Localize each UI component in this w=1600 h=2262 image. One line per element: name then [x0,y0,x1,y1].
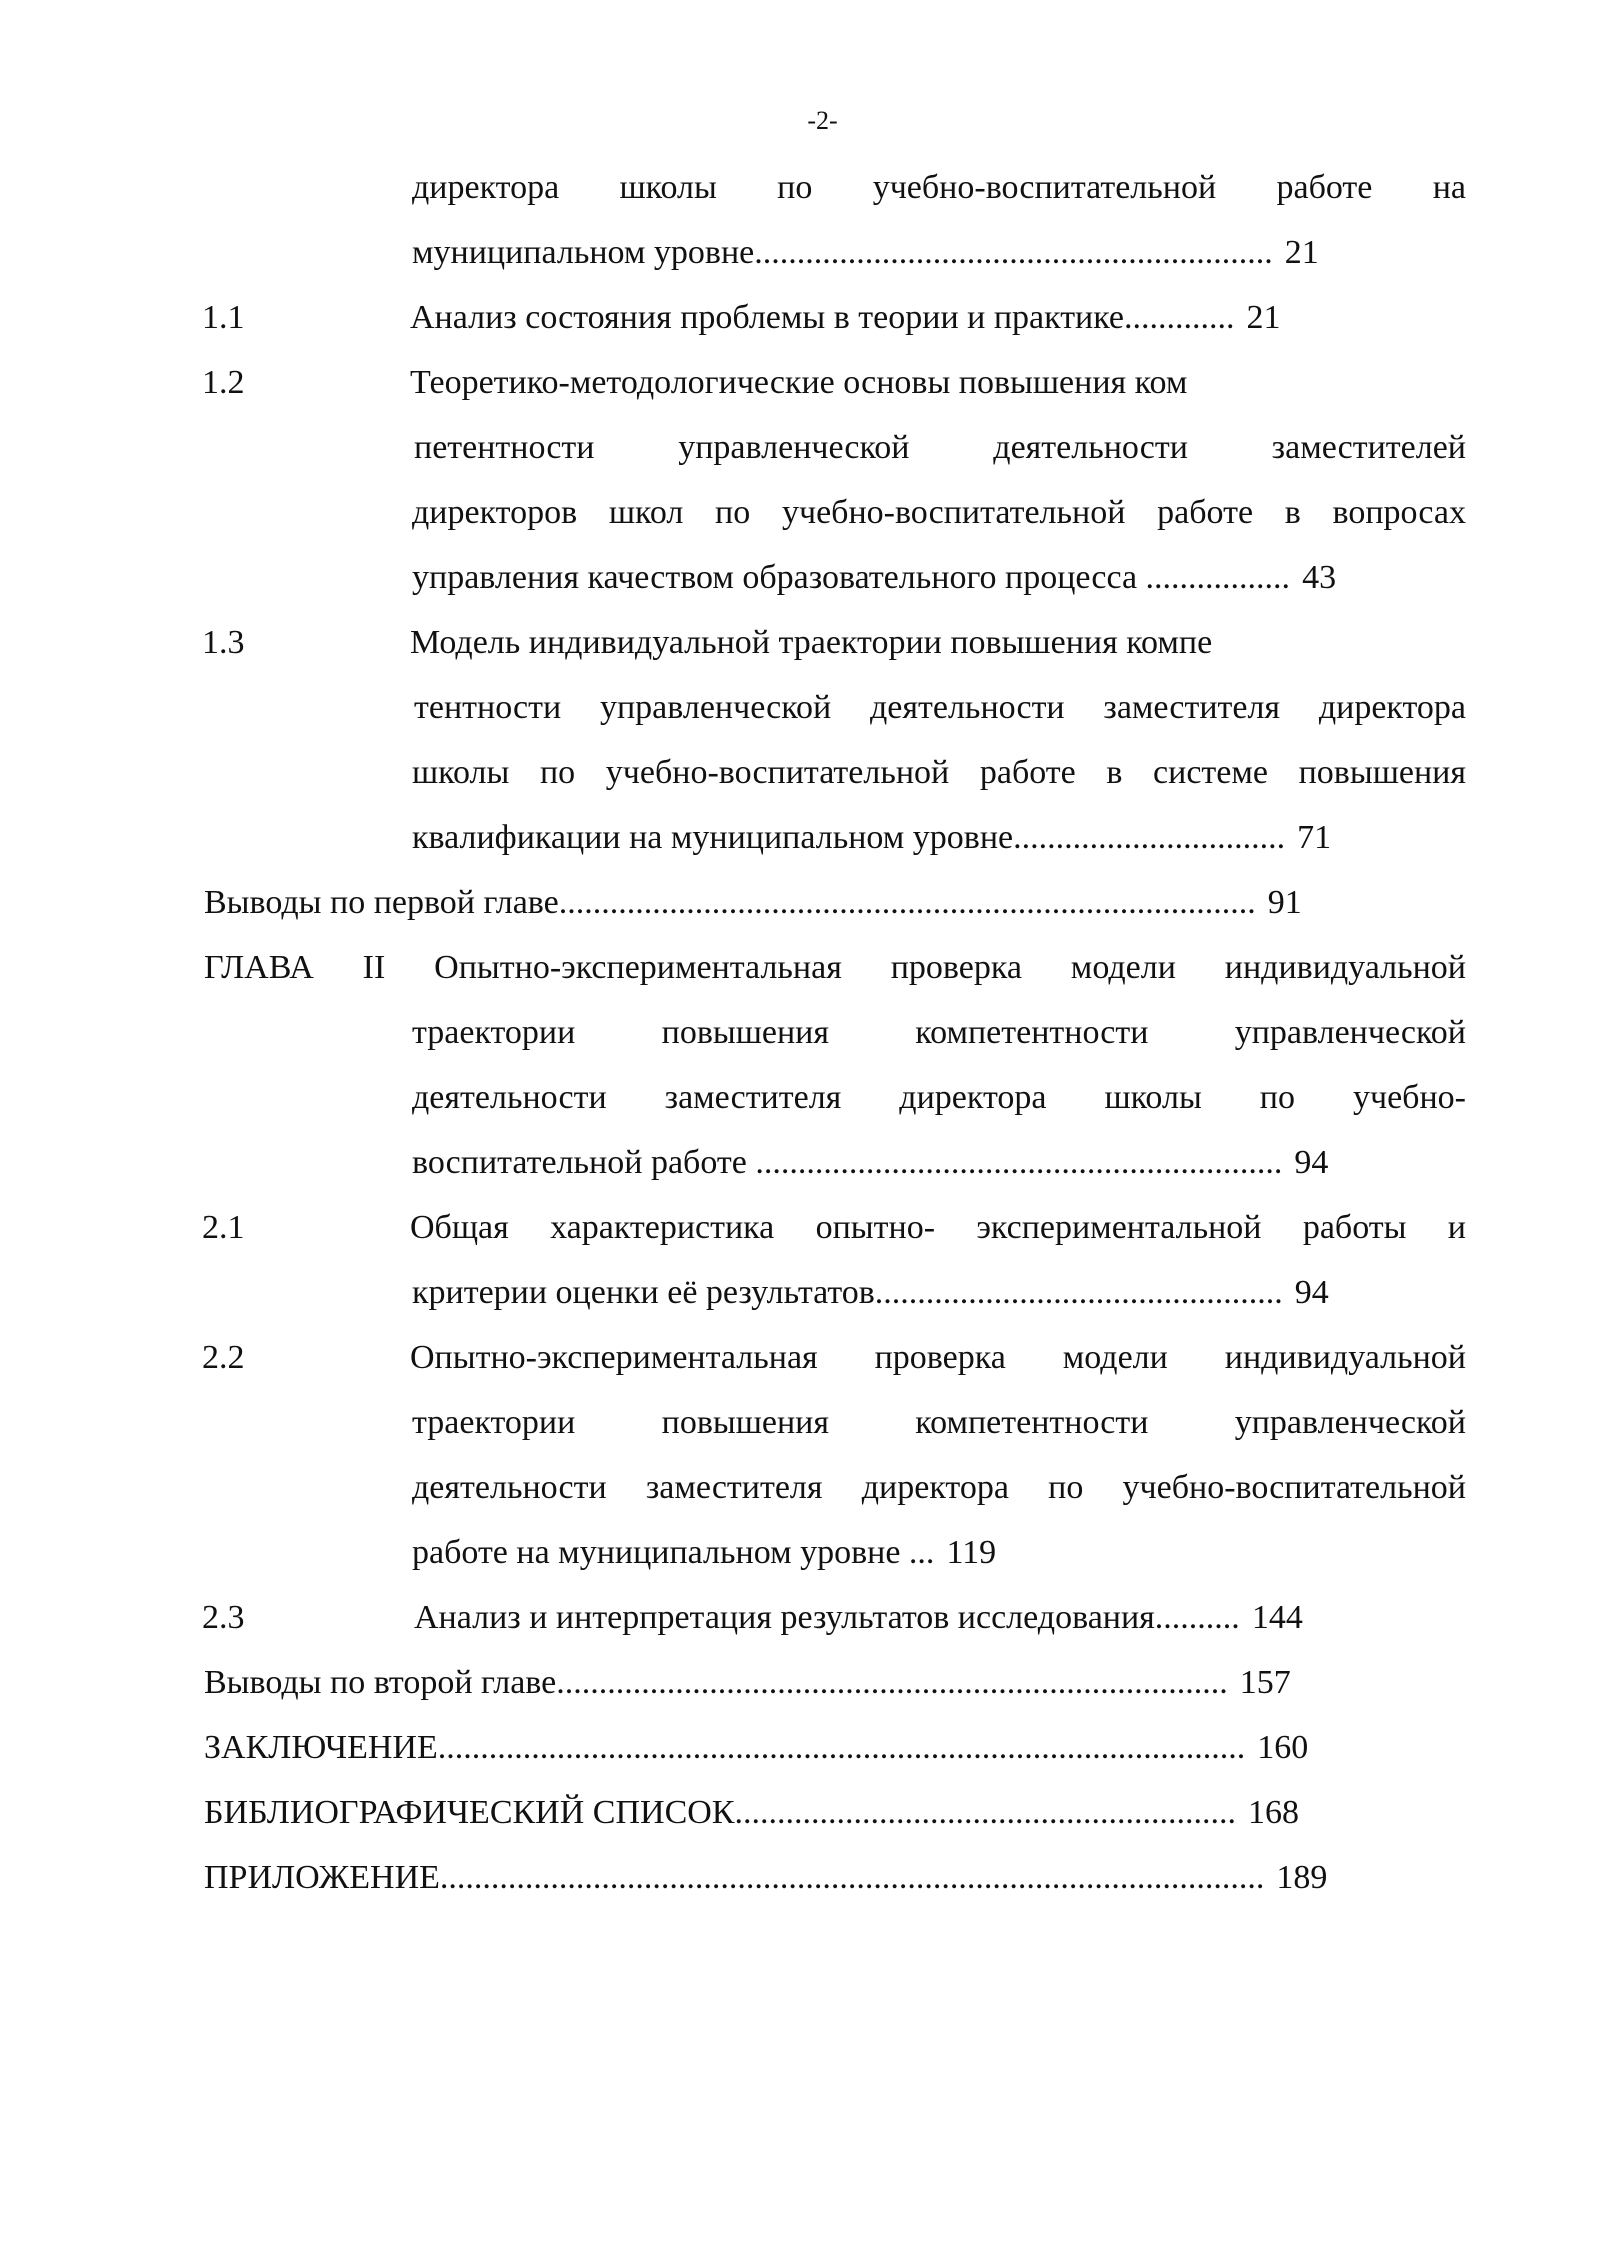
toc-page-number: 160 [1257,1729,1309,1766]
toc-entry-text: Анализ и интерпретация результатов исследования.......... [414,1599,1240,1636]
toc-entry-text: управления качеством образовательного процесса ................. [412,559,1291,596]
toc-line [410,1338,1466,1378]
toc-entry-text: тентности управленческой деятельности заместителя директора [414,689,1466,726]
toc-entry-text: траектории повышения компетентности управленческой [412,1404,1466,1441]
toc-entry-text: Выводы по второй главе............................................................................... [204,1664,1228,1701]
toc-entry-text: ГЛАВА II Опытно-экспериментальная проверка модели индивидуальной [204,949,1466,986]
toc-line [412,1273,1329,1313]
toc-line [412,168,1466,208]
page-number: -2- [807,106,838,135]
toc-line [410,623,1212,663]
toc-entry-text: ПРИЛОЖЕНИЕ................................................................................................. [204,1859,1265,1896]
toc-line [412,233,1319,273]
toc-section-number: 1.1 [202,299,245,336]
toc-line [410,363,1187,403]
toc-entry-text: траектории повышения компетентности управленческой [412,1014,1466,1051]
toc-section-number: 2.3 [202,1599,245,1636]
toc-page-number: 189 [1276,1859,1328,1896]
toc-entry-text: деятельности заместителя директора школы по учебно- [412,1079,1466,1116]
toc-section-number: 2.1 [202,1209,245,1246]
toc-entry-text: ЗАКЛЮЧЕНИЕ............................................................................................... [204,1729,1246,1766]
toc-line [204,1858,1327,1898]
toc-line [412,1403,1466,1443]
toc-entry-text: Анализ состояния проблемы в теории и практике............. [410,299,1235,336]
toc-section-number: 2.2 [202,1339,245,1376]
toc-line [414,688,1466,728]
toc-entry-text: Теоретико-методологические основы повышения ком [410,364,1188,401]
toc-line [412,753,1466,793]
toc-line [412,1468,1466,1508]
toc-entry-text: Общая характеристика опытно- экспериментальной работы и [410,1209,1466,1246]
toc-section-number: 1.3 [202,624,245,661]
toc-line [410,298,1281,338]
toc-line [204,1793,1299,1833]
toc-page-number: 168 [1248,1794,1299,1831]
toc-entry-text: деятельности заместителя директора по учебно-воспитательной [412,1469,1466,1506]
toc-line [204,1663,1291,1703]
toc-line [414,428,1466,468]
toc-page-number: 91 [1267,884,1302,921]
toc-page-number: 21 [1284,234,1319,271]
toc-page-number: 94 [1294,1144,1329,1181]
toc-section-number: 1.2 [202,364,245,401]
toc-line [410,1208,1466,1248]
toc-entry-text: критерии оценки её результатов................................................ [412,1274,1283,1311]
toc-line [412,1078,1466,1118]
toc-line [412,1533,996,1573]
toc-page-number: 94 [1294,1274,1329,1311]
toc-page-number: 157 [1239,1664,1291,1701]
toc-entry-text: школы по учебно-воспитательной работе в системе повышения [412,754,1466,791]
toc-entry-text: Модель индивидуальной траектории повышения компе [410,624,1213,661]
toc-line [412,818,1331,858]
toc-page-number: 71 [1297,819,1332,856]
toc-entry-text: работе на муниципальном уровне ... [412,1534,935,1571]
toc-page-number: 43 [1302,559,1337,596]
toc-entry-text: директора школы по учебно-воспитательной работе на [412,169,1466,206]
toc-entry-text: БИБЛИОГРАФИЧЕСКИЙ СПИСОК........................................................... [204,1794,1236,1831]
toc-page-number: 21 [1246,299,1281,336]
toc-page-number: 144 [1251,1599,1303,1636]
toc-line [204,948,1466,988]
toc-line [412,493,1466,533]
toc-entry-text: Выводы по первой главе.................................................................................. [204,884,1256,921]
toc-line [204,1728,1308,1768]
toc-entry-text: директоров школ по учебно-воспитательной работе в вопросах [412,494,1466,531]
toc-entry-text: петентности управленческой деятельности заместителей [414,429,1466,466]
toc-line [414,1598,1303,1638]
toc-entry-text: воспитательной работе .............................................................. [412,1144,1283,1181]
toc-line [412,1013,1466,1053]
toc-line [204,883,1302,923]
toc-entry-text: муниципальном уровне............................................................. [412,234,1273,271]
toc-entry-text: квалификации на муниципальном уровне................................ [412,819,1286,856]
toc-line [412,1143,1328,1183]
toc-page-number: 119 [946,1534,997,1571]
toc-entry-text: Опытно-экспериментальная проверка модели индивидуальной [410,1339,1466,1376]
toc-line [412,558,1336,598]
